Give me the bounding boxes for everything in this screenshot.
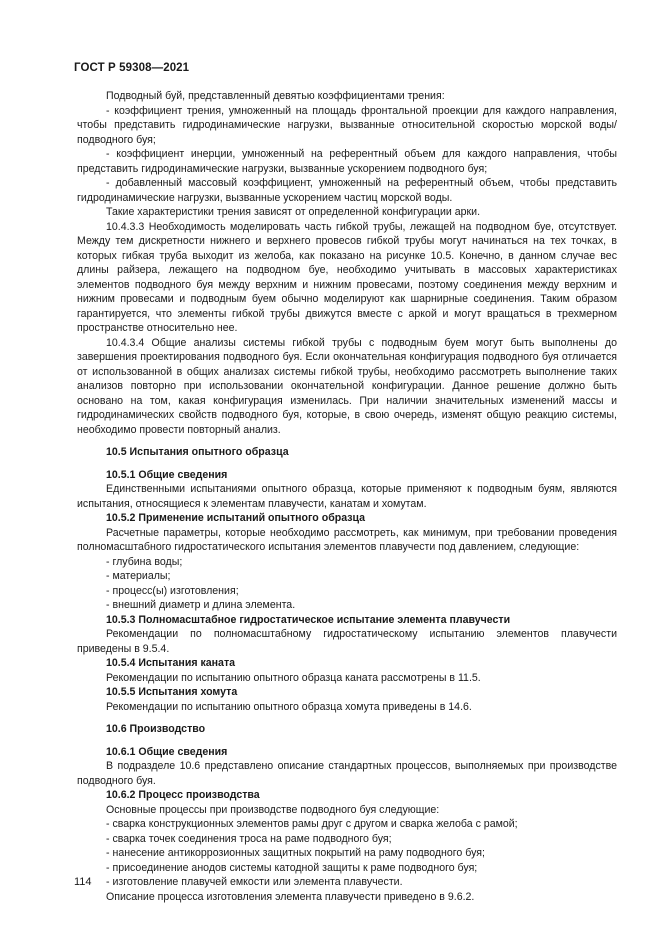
- list-item: - коэффициент трения, умноженный на площадь фронтальной проекции для каждого направления, чтобы представить гидродинамические нагрузки, вызванные относительной скоростью морской воды/подводного буя;: [77, 104, 617, 146]
- paragraph: Рекомендации по испытанию опытного образца хомута приведены в 14.6.: [106, 700, 472, 713]
- list-item: - сварка конструкционных элементов рамы друг с другом и сварка желоба с рамой;: [106, 818, 518, 830]
- paragraph: В подразделе 10.6 представлено описание стандартных процессов, выполняемых при производстве подводного буя.: [77, 760, 617, 787]
- list-item: - материалы;: [106, 570, 171, 582]
- list-item: - сварка точек соединения троса на раме подводного буя;: [106, 832, 392, 845]
- subsection-heading: 10.6.1 Общие сведения: [106, 745, 228, 758]
- list-item: - нанесение антикоррозионных защитных покрытий на раму подводного буя;: [106, 847, 485, 859]
- list-item: - добавленный массовый коэффициент, умноженный на референтный объем, чтобы представить гидродинамические нагрузки, вызванные ускорением частиц морской воды.: [77, 177, 617, 204]
- subsection-heading: 10.5.5 Испытания хомута: [106, 686, 238, 698]
- paragraph: 10.4.3.3 Необходимость моделировать часть гибкой трубы, лежащей на подводном буе, отсутствует. Между тем дискретности нижнего и верхнего провесов гибкой трубы могут начинаться на тех точках, в которых гибкая труба выходит из желоба, как показано на рисунке 10.5. Конечно, в данном случае вес длины райзера, лежащего на подводном буе, необходимо учитывать в массовых характеристиках элементов подводного буя между верхним и нижним провесами, поэтому соединения между верхним и нижним провесами и подводным буем обычно моделируют как шарнирные соединения. Таким образом гарантируется, что элементы гибкой трубы движутся вместе с аркой и могут вращаться в трехмерном пространстве относительно нее.: [77, 220, 617, 334]
- list-item: - присоединение анодов системы катодной защиты к раме подводного буя;: [106, 861, 478, 874]
- subsection-heading: 10.5.1 Общие сведения: [106, 468, 228, 481]
- page-content: [77, 89, 617, 904]
- paragraph: Подводный буй, представленный девятью коэффициентами трения:: [106, 90, 445, 102]
- list-item: - процесс(ы) изготовления;: [106, 584, 239, 597]
- paragraph: Такие характеристики трения зависят от определенной конфигурации арки.: [106, 206, 481, 218]
- paragraph: Описание процесса изготовления элемента плавучести приведено в 9.6.2.: [106, 890, 475, 903]
- paragraph: Рекомендации по испытанию опытного образца каната рассмотрены в 11.5.: [106, 671, 481, 684]
- document-header: ГОСТ Р 59308—2021: [74, 62, 190, 74]
- paragraph: Единственными испытаниями опытного образца, которые применяют к подводным буям, являются испытания, относящиеся к элементам плавучести, канатам и хомутам.: [77, 483, 617, 510]
- subsection-heading: 10.6.2 Процесс производства: [106, 789, 260, 801]
- subsection-heading: 10.5.2 Применение испытаний опытного образца: [106, 512, 366, 524]
- list-item: - внешний диаметр и длина элемента.: [106, 599, 296, 611]
- section-heading: 10.6 Производство: [106, 723, 206, 735]
- subsection-heading: 10.5.4 Испытания каната: [106, 657, 236, 669]
- section-heading: 10.5 Испытания опытного образца: [106, 446, 289, 458]
- paragraph: Основные процессы при производстве подводного буя следующие:: [106, 803, 440, 816]
- subsection-heading: 10.5.3 Полномасштабное гидростатическое испытание элемента плавучести: [106, 613, 511, 626]
- paragraph: Расчетные параметры, которые необходимо рассмотреть, как минимум, при требовании проведения полномасштабного гидростатического испытания элементов плавучести под давлением, следующие:: [77, 526, 617, 553]
- paragraph: 10.4.3.4 Общие анализы системы гибкой трубы с подводным буем могут быть выполнены до завершения проектирования подводного буя. Если окончательная конфигурация подводного буя отличается от использованной в общих анализах системы гибкой трубы, необходимо рассмотреть выполнение таких анализов повторно при использовании окончательной конфигурации. Данное решение должно быть основано на том, какая конфигурация изменилась. При наличии значительных изменений массы и гидродинамических свойств подводного буя, которые, в свою очередь, изменят общую реакцию системы, необходимо провести повторный анализ.: [77, 336, 617, 436]
- list-item: - глубина воды;: [106, 555, 183, 568]
- list-item: - изготовление плавучей емкости или элемента плавучести.: [106, 876, 403, 888]
- list-item: - коэффициент инерции, умноженный на референтный объем для каждого направления, чтобы представить гидродинамические нагрузки, вызванные ускорением подводного буя;: [77, 148, 617, 175]
- paragraph: Рекомендации по полномасштабному гидростатическому испытанию элементов плавучести приведены в 9.5.4.: [77, 628, 617, 655]
- page-number: 114: [74, 876, 92, 888]
